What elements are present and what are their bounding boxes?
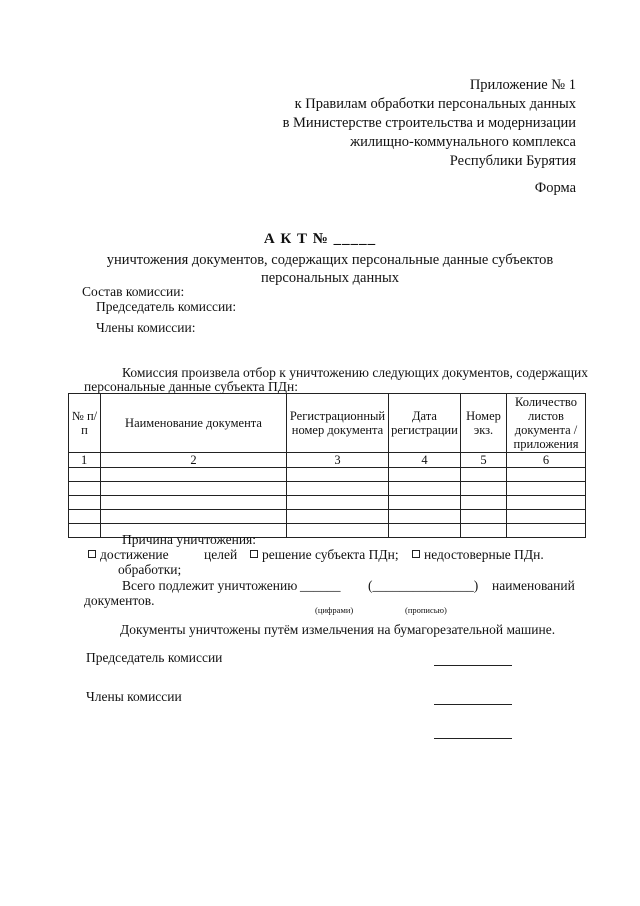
col-header-reg-date: Дата регистрации: [389, 394, 461, 453]
total-words-blank: (_______________): [368, 578, 479, 593]
appendix-line: в Министерстве строительства и модернизации: [282, 115, 576, 131]
table-row: [69, 482, 586, 496]
table-cell: 6: [507, 453, 586, 468]
signature-line: [434, 704, 512, 705]
reason-option-1c: обработки;: [118, 562, 182, 577]
checkbox-icon[interactable]: [88, 550, 96, 558]
total-documents: документов.: [84, 593, 155, 608]
signature-chairman-label: Председатель комиссии: [86, 650, 223, 665]
table-cell: 1: [69, 453, 101, 468]
total-digits-blank: ______: [300, 578, 341, 593]
commission-composition: Состав комиссии:: [82, 284, 185, 299]
intro-line2: персональные данные субъекта ПДн:: [84, 379, 298, 394]
table-cell: 3: [287, 453, 389, 468]
hint-words: (прописью): [405, 605, 447, 615]
appendix-line: Приложение № 1: [469, 77, 576, 93]
act-subtitle: уничтожения документов, содержащих персональные данные субъектов персональных данных: [106, 252, 554, 286]
appendix-line: Республики Бурятия: [449, 153, 576, 169]
appendix-line: к Правилам обработки персональных данных: [294, 96, 576, 112]
table-number-row: [69, 453, 586, 468]
checkbox-icon[interactable]: [412, 550, 420, 558]
reason-option-3: недостоверные ПДн.: [412, 546, 544, 563]
reason-option-1b: целей: [204, 547, 238, 562]
table-header-row: [69, 394, 586, 453]
col-header-sheets: Количество листов документа /приложения: [507, 394, 586, 453]
reason-option-1: достижение: [88, 546, 169, 563]
signature-line: [434, 738, 512, 739]
appendix-header: [283, 76, 576, 171]
signature-line: [434, 665, 512, 666]
table-cell: 4: [389, 453, 461, 468]
commission-members: Члены комиссии:: [96, 320, 196, 335]
table-cell: 5: [461, 453, 507, 468]
table-row: [69, 468, 586, 482]
table-row: [69, 510, 586, 524]
intro-line1: Комиссия произвела отбор к уничтожению следующих документов, содержащих: [122, 365, 588, 380]
hint-digits: (цифрами): [315, 605, 354, 615]
act-title: А К Т № _____: [263, 231, 377, 247]
col-header-number: № п/п: [69, 394, 101, 453]
total-label: Всего подлежит уничтожению: [122, 578, 298, 593]
table-row: [69, 496, 586, 510]
col-header-copy-number: Номер экз.: [461, 394, 507, 453]
documents-table: [68, 393, 586, 538]
table-cell: 2: [101, 453, 287, 468]
destroyed-statement: Документы уничтожены путём измельчения на бумагорезательной машине.: [120, 622, 556, 637]
col-header-reg-number: Регистрационный номер документа: [287, 394, 389, 453]
signature-members-label: Члены комиссии: [86, 689, 182, 704]
total-unit: наименований: [492, 578, 575, 593]
commission-chairman: Председатель комиссии:: [96, 299, 237, 314]
appendix-line: жилищно-коммунального комплекса: [350, 134, 576, 150]
reason-label: Причина уничтожения:: [122, 532, 257, 547]
checkbox-icon[interactable]: [250, 550, 258, 558]
form-label: Форма: [534, 180, 576, 196]
reason-option-2: решение субъекта ПДн;: [250, 546, 399, 563]
col-header-doc-name: Наименование документа: [101, 394, 287, 453]
